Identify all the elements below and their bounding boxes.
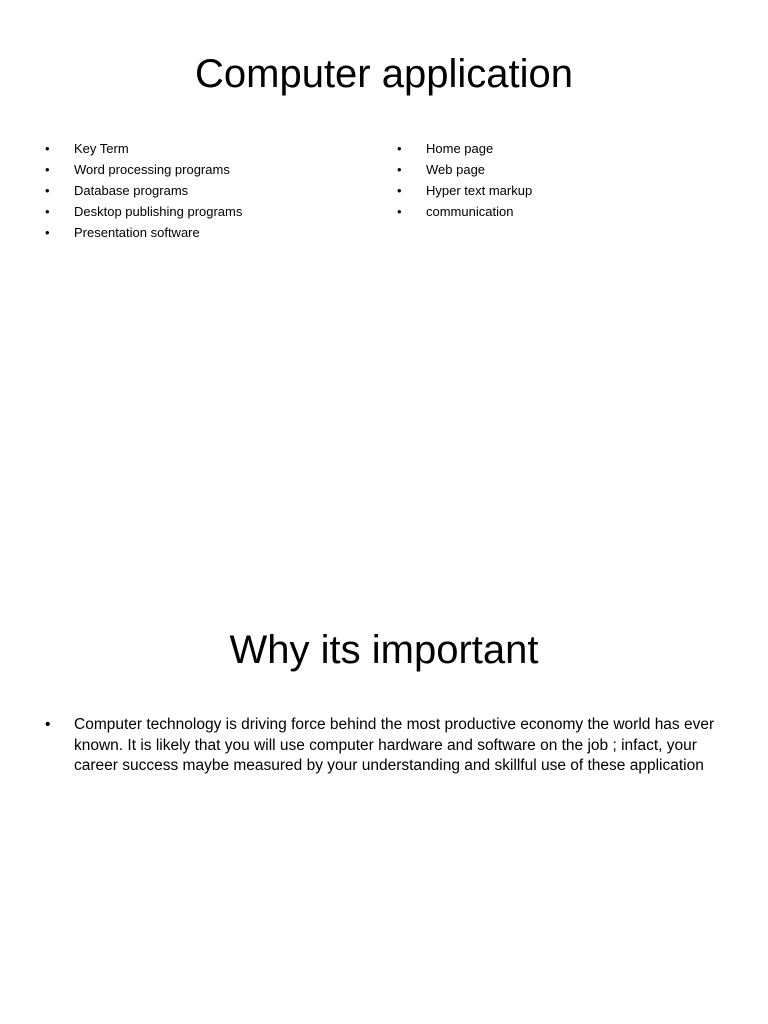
list-item [397,180,717,201]
bullet-icon: • [45,183,50,198]
list-item [45,715,725,777]
list-item-text: Key Term [74,141,129,156]
bullet-icon: • [397,162,402,177]
list-item-text: Web page [426,162,486,177]
list-item-text: Desktop publishing programs [74,204,243,219]
bullet-icon: • [397,204,402,219]
list-item [45,159,365,180]
bullet-list-left [45,138,365,243]
bullet-icon: • [45,204,50,219]
list-item-text: Home page [426,141,494,156]
list-item [397,159,717,180]
slide-title: Why its important [229,628,539,672]
bullet-icon: • [45,225,50,240]
list-item-text: communication [426,204,514,219]
list-item [45,201,365,222]
list-item [45,138,365,159]
list-item [397,138,717,159]
list-item [45,180,365,201]
slide-title: Computer application [195,52,573,96]
bullet-icon: • [397,141,402,156]
list-item-text: Word processing programs [74,162,230,177]
bullet-icon: • [45,716,51,733]
list-item-text: Presentation software [74,225,200,240]
bullet-icon: • [45,162,50,177]
list-item [45,222,365,243]
list-item-text: Hyper text markup [426,183,533,198]
list-item-text: Computer technology is driving force behind the most productive economy the world has ever known. It is likely that you will use computer hardware and software on the job ; infact, your career success maybe measured by your understanding and skillful use of these application [74,716,715,774]
bullet-list-right [397,138,717,222]
bullet-icon: • [45,141,50,156]
slide-why-its-important [0,512,768,1024]
bullet-list-body [45,715,725,777]
list-item-text: Database programs [74,183,189,198]
bullet-icon: • [397,183,402,198]
list-item [397,201,717,222]
